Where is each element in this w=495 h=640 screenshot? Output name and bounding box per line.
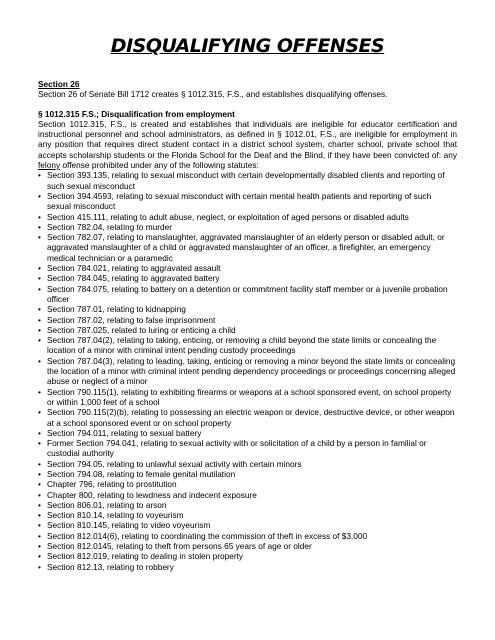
list-item: • Section 415.111, relating to adult abuse, neglect, or exploitation of aged persons or disabled adults	[38, 212, 457, 222]
list-item: • Section 794.011, relating to sexual battery	[38, 428, 457, 438]
list-item: • Chapter 796, relating to prostitution	[38, 479, 457, 489]
list-item: • Section 790.115(1), relating to exhibiting firearms or weapons at a school sponsored event, on school property or within 1,000 feet of a school	[38, 387, 457, 408]
offense-list	[38, 170, 457, 572]
list-item: • Section 794.05, relating to unlawful sexual activity with certain minors	[38, 459, 457, 469]
list-item: • Section 812.019, relating to dealing in stolen property	[38, 551, 457, 561]
list-item: • Section 812.13, relating to robbery	[38, 562, 457, 572]
list-item: • Section 790.115(2)(b), relating to possessing an electric weapon or device, destructive device, or other weapon at a school sponsored event or on school property	[38, 407, 457, 428]
section-26-text: Section 26 of Senate Bill 1712 creates § 1012.315, F.S., and establishes disqualifying offenses.	[38, 89, 388, 100]
list-item: • Section 812.0145, relating to theft from persons 65 years of age or older	[38, 541, 457, 551]
list-item: • Section 784.045, relating to aggravated battery	[38, 273, 457, 283]
list-item: • Former Section 794.041, relating to sexual activity with or solicitation of a child by a person in familial or custodial authority	[38, 438, 457, 459]
list-item: • Section 782.07, relating to manslaughter, aggravated manslaughter of an elderly person or disabled adult, or aggravated manslaughter of a child or aggravated manslaughter of an officer, a firefighter, an emergency medical technician or a paramedic	[38, 232, 457, 263]
section-1012-heading: § 1012.315 F.S.; Disqualification from employment	[38, 108, 235, 119]
list-item: • Section 787.025, related to luring or enticing a child	[38, 325, 457, 335]
page-title: DISQUALIFYING OFFENSES	[110, 35, 385, 57]
list-item: • Section 812.014(6), relating to coordinating the commission of theft in excess of $3,000	[38, 531, 457, 541]
list-item: • Section 787.02, relating to false imprisonment	[38, 315, 457, 325]
list-item: • Section 806.01, relating to arson	[38, 500, 457, 510]
list-item: • Section 787.04(3), relating to leading, taking, enticing or removing a minor beyond the state limits or concealing the location of a minor with criminal intent pending dependency proceedings or proceedings concerning alleged abuse or neglect of a minor	[38, 356, 457, 387]
list-item: • Section 784.021, relating to aggravated assault	[38, 263, 457, 273]
paragraph-text: Section 1012.315, F.S., is created and establishes that individuals are ineligible for educator certification and instructional personnel and school administrators, as defined in § 1012.01, F.S., are ineligible for employment in any position that requires direct student contact in a district school system, charter school, private school that accepts scholarship students or the Florida School for the Deaf and the Blind, if they have been convicted of: any	[38, 118, 457, 160]
list-item: • Section 787.01, relating to kidnapping	[38, 304, 457, 314]
section-26-heading: Section 26	[38, 79, 80, 89]
list-item: • Section 810.145, relating to video voyeurism	[38, 520, 457, 530]
list-item: • Section 787.04(2), relating to taking, enticing, or removing a child beyond the state limits or concealing the location of a minor with criminal intent pending custody proceedings	[38, 335, 457, 356]
felony-term: felony	[38, 160, 61, 171]
list-item: • Section 782.04, relating to murder	[38, 222, 457, 232]
section-1012-paragraph	[38, 119, 457, 170]
document-body	[38, 79, 457, 572]
list-item: • Section 394.4593, relating to sexual misconduct with certain mental health patients and reporting of such sexual misconduct	[38, 191, 457, 212]
list-item: • Section 393.135, relating to sexual misconduct with certain developmentally disabled clients and reporting of such sexual misconduct	[38, 170, 457, 191]
list-item: • Section 794.08, relating to female genital mutilation	[38, 469, 457, 479]
paragraph-text-end: offense prohibited under any of the following statutes:	[60, 160, 259, 171]
list-item: • Section 810.14, relating to voyeurism	[38, 510, 457, 520]
list-item: • Section 784.075, relating to battery on a detention or commitment facility staff member or a juvenile probation officer	[38, 284, 457, 305]
list-item: • Chapter 800, relating to lewdness and indecent exposure	[38, 490, 457, 500]
